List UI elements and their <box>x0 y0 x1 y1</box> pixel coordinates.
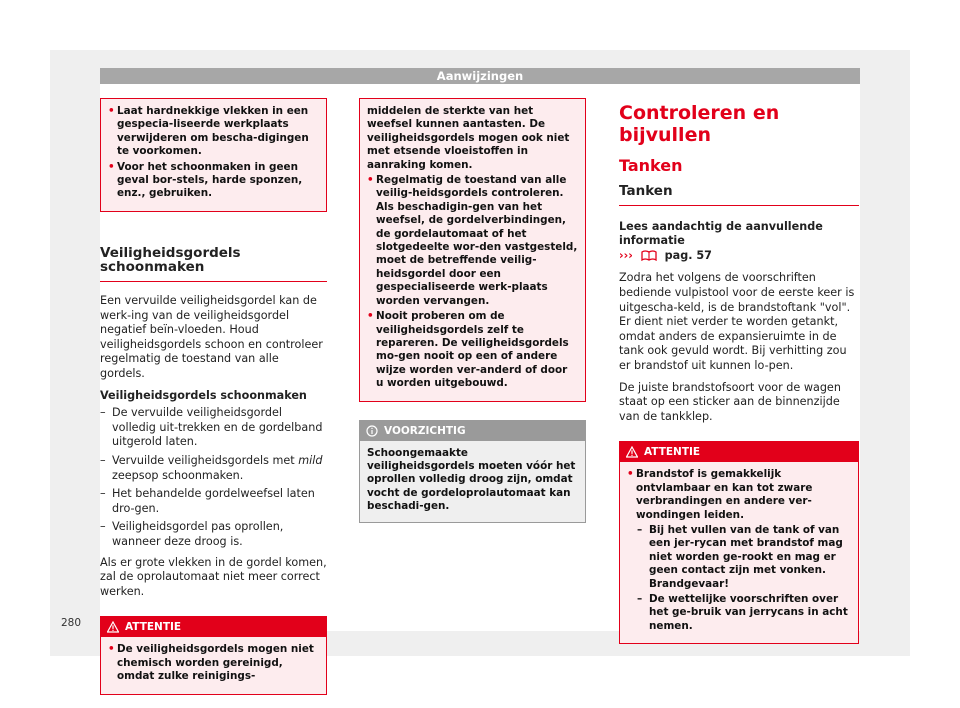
continued-warning-box <box>100 98 327 212</box>
info-reference: Lees aandachtig de aanvullende informatie ››› pag. 57 <box>619 219 823 262</box>
warning-bullet: • Laat hardnekkige vlekken in een gespecia-liseerde werkplaats verwijderen om bescha-digingen te voorkomen. <box>108 105 309 158</box>
warning-label: ATTENTIE <box>125 621 182 634</box>
page-reference-link[interactable]: pag. 57 <box>664 248 712 262</box>
section-header: Aanwijzingen <box>100 68 860 84</box>
note-box <box>359 420 586 523</box>
note-label: VOORZICHTIG <box>384 424 466 437</box>
subsection-title: Tanken <box>619 184 859 206</box>
chapter-title: Controleren en bijvullen <box>619 102 780 146</box>
warning-bullet: • Nooit proberen om de veiligheidsgordels zelf te repareren. De veiligheidsgordels mo-gen nooit op een of andere wijze worden ver-anderd of door u worden uitgebouwd. <box>367 310 569 390</box>
continued-warning-box <box>359 98 586 402</box>
section-title: Veiligheidsgordels schoonmaken <box>100 246 327 282</box>
warning-dash-item: – Bij het vullen van de tank of van een jer-rycan met brandstof mag niet worden ge-rookt en mag er geen contact zijn met vonken. Brandgevaar! <box>637 523 843 590</box>
page-number: 280 <box>61 617 82 629</box>
book-reference-icon[interactable] <box>640 249 658 261</box>
outro-paragraph: Als er grote vlekken in de gordel komen, zal de oprolautomaat niet meer correct werken. <box>100 555 327 598</box>
step-item: – Veiligheidsgordel pas oprollen, wanneer deze droog is. <box>100 520 284 548</box>
manual-page <box>100 68 860 683</box>
note-text: Schoongemaakte veiligheidsgordels moeten vóór het oprollen volledig droog zijn, omdat vocht de gordeloprolautomaat kan beschadi-gen. <box>367 446 576 513</box>
warning-box <box>100 616 327 694</box>
column-middle <box>359 98 586 523</box>
warning-triangle-icon <box>107 621 119 633</box>
warning-dash-item: – De wettelijke voorschriften over het ge-bruik van jerrycans in acht nemen. <box>637 592 848 632</box>
warning-label: ATTENTIE <box>644 446 701 459</box>
warning-bullet: • Brandstof is gemakkelijk ontvlambaar en kan tot zware verbrandingen en andere ver-wondingen leiden. <box>627 468 813 521</box>
warning-continued-text: middelen de sterkte van het weefsel kunnen aantasten. De veiligheidsgordels mogen ook niet met etsende vloeistoffen in aanraking komen. <box>367 105 570 171</box>
intro-paragraph: Een vervuilde veiligheidsgordel kan de werk-ing van de veiligheidsgordel negatief beïn-vloeden. Houd veiligheidsgordels schoon en controleer regelmatig de toestand van alle gordels. <box>100 294 323 380</box>
warning-bullet: • Regelmatig de toestand van alle veilig-heidsgordels controleren. Als beschadigin-gen van het weefsel, de gordelverbindingen, de gordelautomaat of het slotgedeelte wor-den vastgesteld, moet de betreffende veilig-heidsgordel door een gespecialiseerde werk-plaats worden vervangen. <box>367 174 578 307</box>
warning-box <box>619 441 859 644</box>
warning-triangle-icon <box>626 446 638 458</box>
step-item: – Het behandelde gordelweefsel laten dro-gen. <box>100 487 315 515</box>
subheading: Veiligheidsgordels schoonmaken <box>100 388 307 402</box>
step-item: – Vervuilde veiligheidsgordels met mild zeepsop schoonmaken. <box>100 453 323 482</box>
reference-arrows: ››› <box>619 248 633 262</box>
column-right <box>619 102 859 644</box>
column-left <box>100 98 327 695</box>
warning-bullet: • Voor het schoonmaken in geen geval bor-stels, harde sponzen, enz., gebruiken. <box>108 160 303 200</box>
info-circle-icon <box>366 425 378 437</box>
step-item: – De vervuilde veiligheidsgordel volledig uit-trekken en de gordelband uitgerold laten. <box>100 406 323 449</box>
section-title: Tanken <box>619 156 683 175</box>
paragraph: De juiste brandstofsoort voor de wagen staat op een sticker aan de binnenzijde van de tankklep. <box>619 380 841 423</box>
warning-bullet: • De veiligheidsgordels mogen niet chemisch worden gereinigd, omdat zulke reinigings- <box>108 643 314 683</box>
paragraph: Zodra het volgens de voorschriften bediende vulpistool voor de eerste keer is uitgescha-keld, is de brandstoftank "vol". Er dient niet verder te worden getankt, omdat anders de expansieruimte in de tank ook gevuld wordt. Bij verhitting zou er brandstof uit kunnen lo-pen. <box>619 271 855 372</box>
